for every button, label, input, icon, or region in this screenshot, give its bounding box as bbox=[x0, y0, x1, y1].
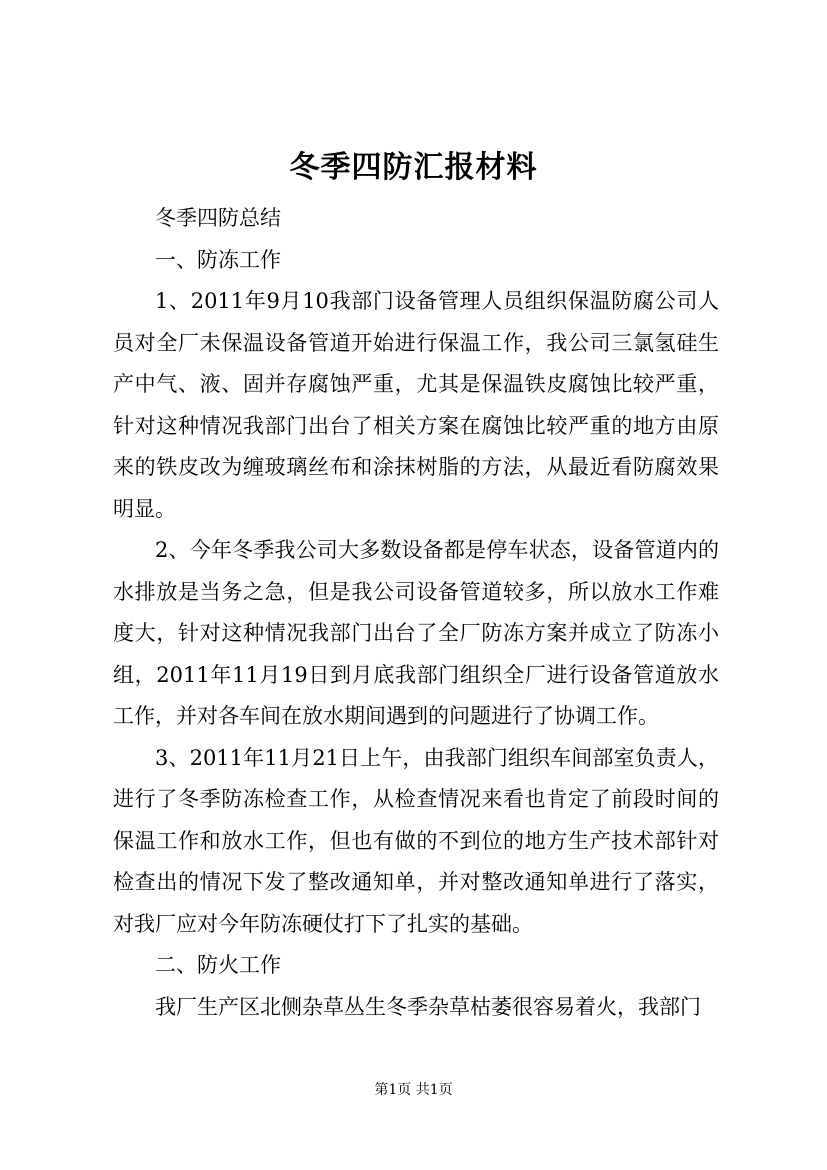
paragraph-section-1-heading: 一、防冻工作 bbox=[155, 247, 281, 272]
page-footer: 第1页 共1页 bbox=[374, 1082, 453, 1098]
document-title: 冬季四防汇报材料 bbox=[289, 150, 538, 185]
paragraph-item-3: 3、2011年11月21日上午，由我部门组织车间部室负责人，进行了冬季防冻检查工作，从检查情况来看也肯定了前段时间的保温工作和放水工作，但也有做的不到位的地方生产技术部针对检查出的情况下发了整改通知单，并对整改通知单进行了落实，对我厂应对今年防冻硬仗打下了扎实的基础。 bbox=[113, 745, 719, 936]
paragraph-item-2: 2、今年冬季我公司大多数设备都是停车状态，设备管道内的水排放是当务之急，但是我公司设备管道较多，所以放水工作难度大，针对这种情况我部门出台了全厂防冻方案并成立了防冻小组，2011年11月19日到月底我部门组织全厂进行设备管道放水工作，并对各车间在放水期间遇到的问题进行了协调工作。 bbox=[113, 538, 719, 728]
paragraph-summary-heading: 冬季四防总结 bbox=[155, 206, 281, 230]
paragraph-item-1: 1、2011年9月10我部门设备管理人员组织保温防腐公司人员对全厂未保温设备管道开始进行保温工作，我公司三氯氢硅生产中气、液、固并存腐蚀严重，尤其是保温铁皮腐蚀比较严重，针对这种情况我部门出台了相关方案在腐蚀比较严重的地方由原来的铁皮改为缠玻璃丝布和涂抹树脂的方法，从最近看防腐效果明显。 bbox=[113, 289, 719, 521]
document-body bbox=[113, 198, 719, 1028]
paragraph-section-2-heading: 二、防火工作 bbox=[155, 953, 281, 977]
paragraph-fire-prevention: 我厂生产区北侧杂草丛生冬季杂草枯萎很容易着火，我部门 bbox=[155, 994, 701, 1019]
